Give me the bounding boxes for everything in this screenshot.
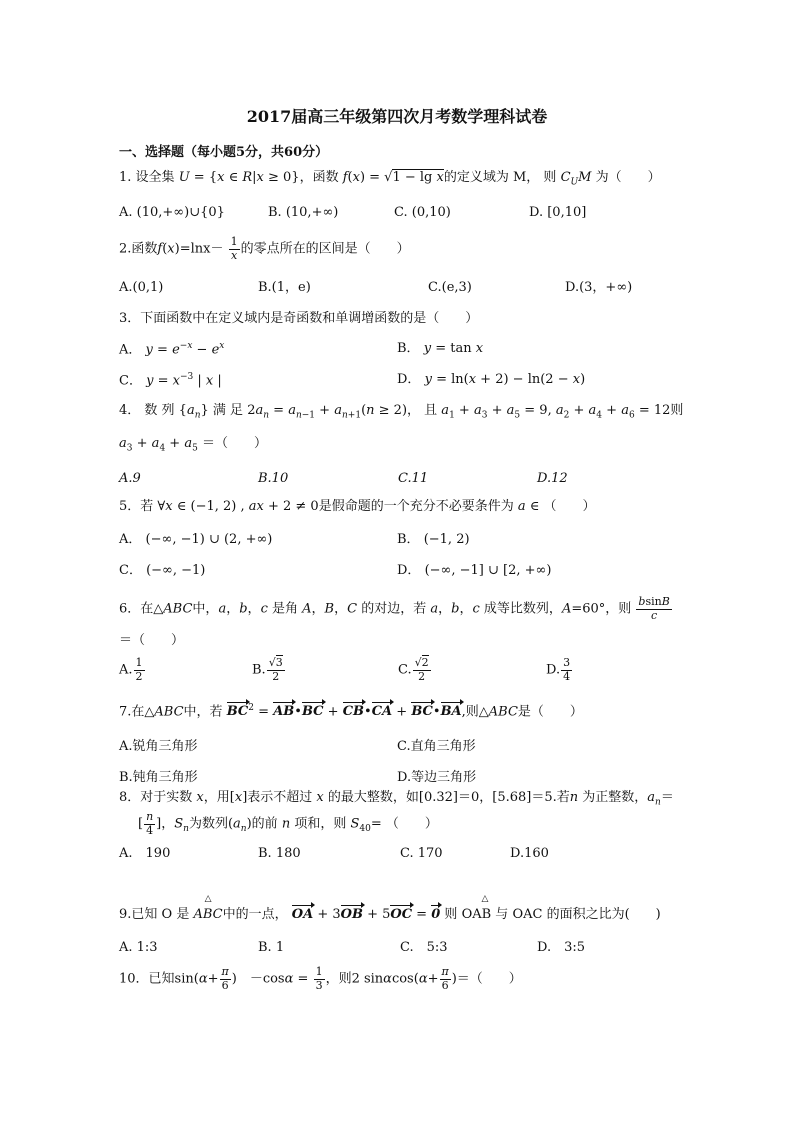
q8-option-d[interactable]: D.160: [510, 846, 549, 861]
q6-option-c[interactable]: C. $\frac{√2}{2}$: [398, 656, 429, 683]
q5-option-a[interactable]: A． (−∞, −1) ∪ (2, +∞): [119, 532, 273, 547]
q9-option-b[interactable]: B. 1: [258, 940, 285, 955]
q6-option-b[interactable]: B. $\frac{√3}{2}$: [252, 656, 283, 683]
question-4: 4． 数 列 $\{a_n\}$ 满 足 $2a_n = a_{n-1} + a_{n+1}(n \ge 2)$， 且 $a_1 + a_3 + a_5 = 9$, $a_2 + a_4 + a_6 = 12$则: [119, 403, 684, 421]
q4-option-a[interactable]: A.9: [119, 471, 141, 486]
complement-expression: $C_UM$: [560, 170, 592, 188]
q1-option-a[interactable]: A. (10,+∞)∪{0}: [119, 205, 225, 220]
q4-option-b[interactable]: B.10: [258, 471, 289, 486]
q4-option-d[interactable]: D.12: [537, 471, 568, 486]
question-1: 1. 设全集 U = {x ∈ R|x ≥ 0}，函数 f(x) = √1 − lg x的定义域为 M， 则 $C_UM$ 为（ ）: [119, 170, 661, 188]
question-5: 5．若 ∀x ∈ (−1, 2) , ax + 2 ≠ 0是假命题的一个充分不必要条件为 a ∈ （ ）: [119, 499, 596, 514]
question-10: 10．已知sin(α+ $\frac{\pi}{6}$ ) －cosα = $\frac{1}{3}$ ，则2 sinαcos(α+ $\frac{\pi}{6}$ )＝（ ）: [119, 965, 522, 992]
question-4-cont: $a_3 + a_4 + a_5$ ＝（ ）: [119, 436, 267, 454]
question-9: 9.已知 O 是 △ ABC中的一点， OA + 3OB + 5OC = 0 则 △ OAB 与 OAC 的面积之比为( ): [119, 908, 661, 921]
q3-option-d[interactable]: D． y = ln(x + 2) − ln(2 − x): [397, 372, 586, 387]
q3-option-a[interactable]: A． $y = e^{-x} - e^x$: [119, 341, 225, 358]
q3-option-c[interactable]: C． $y = x^{-3}$ | x |: [119, 372, 222, 389]
q2-option-d[interactable]: D.(3，+∞): [565, 280, 633, 295]
q9-option-d[interactable]: D. 3:5: [537, 940, 586, 955]
q9-option-c[interactable]: C. 5:3: [400, 940, 448, 955]
question-7: 7.在△ABC中，若 $BC^2$ = AB•BC + CB•CA + BC•BA,则△ABC是（ ）: [119, 703, 583, 720]
q8-option-c[interactable]: C. 170: [400, 846, 443, 861]
q3-option-b[interactable]: B． y = tan x: [397, 341, 484, 356]
q4-option-c[interactable]: C.11: [398, 471, 429, 486]
q9-option-a[interactable]: A. 1:3: [119, 940, 158, 955]
q2-option-a[interactable]: A.(0,1): [119, 280, 164, 295]
q6-option-a[interactable]: A. $\frac{1}{2}$: [119, 656, 143, 683]
q1-option-c[interactable]: C. (0,10): [394, 205, 451, 220]
question-6: 6．在△ABC中，a，b，c 是角 A，B，C 的对边，若 a，b，c 成等比数列，A=60°，则 $\frac{bsinB}{c}$: [119, 595, 670, 622]
q7-option-d[interactable]: D.等边三角形: [397, 770, 477, 785]
q2-option-b[interactable]: B.(1，e): [258, 280, 311, 295]
question-3: 3．下面函数中在定义域内是奇函数和单调增函数的是（ ）: [119, 311, 479, 326]
q7-option-c[interactable]: C.直角三角形: [397, 739, 476, 754]
question-2: 2.函数f(x)=lnx－ $\frac{1}{x}$ 的零点所在的区间是（ ）: [119, 235, 410, 262]
page-title: 2017届高三年级第四次月考数学理科试卷: [246, 107, 548, 126]
question-8: 8．对于实数 x，用[x]表示不超过 x 的最大整数，如[0.32]＝0，[5.68]＝5.若n 为正整数，$a_n=$: [119, 790, 674, 808]
q1-option-b[interactable]: B. (10,+∞): [268, 205, 339, 220]
q2-option-c[interactable]: C.(e,3): [428, 280, 472, 295]
set-expression: U = {x ∈ R|x ≥ 0}: [178, 170, 300, 185]
q5-option-c[interactable]: C． (−∞, −1): [119, 563, 206, 578]
function-expression: f(x) = √1 − lg x: [342, 170, 444, 185]
q8-option-a[interactable]: A. 190: [119, 846, 171, 861]
q7-option-b[interactable]: B.钝角三角形: [119, 770, 198, 785]
question-8-cont: [ $\frac{n}{4}$ ]，$S_n$为数列$(a_n)$的前 n 项和，则 $S_{40}=$ （ ）: [138, 810, 438, 837]
q5-option-d[interactable]: D． (−∞, −1] ∪ [2, +∞): [397, 563, 552, 578]
q1-option-d[interactable]: D. [0,10]: [529, 205, 587, 220]
q6-option-d[interactable]: D. $\frac{3}{4}$: [546, 656, 571, 683]
q8-option-b[interactable]: B. 180: [258, 846, 301, 861]
question-6-cont: ＝（ ）: [119, 633, 185, 648]
q7-option-a[interactable]: A.锐角三角形: [119, 739, 198, 754]
q5-option-b[interactable]: B． (−1, 2): [397, 532, 470, 547]
section-heading: 一、选择题（每小题5分，共60分）: [119, 145, 329, 160]
